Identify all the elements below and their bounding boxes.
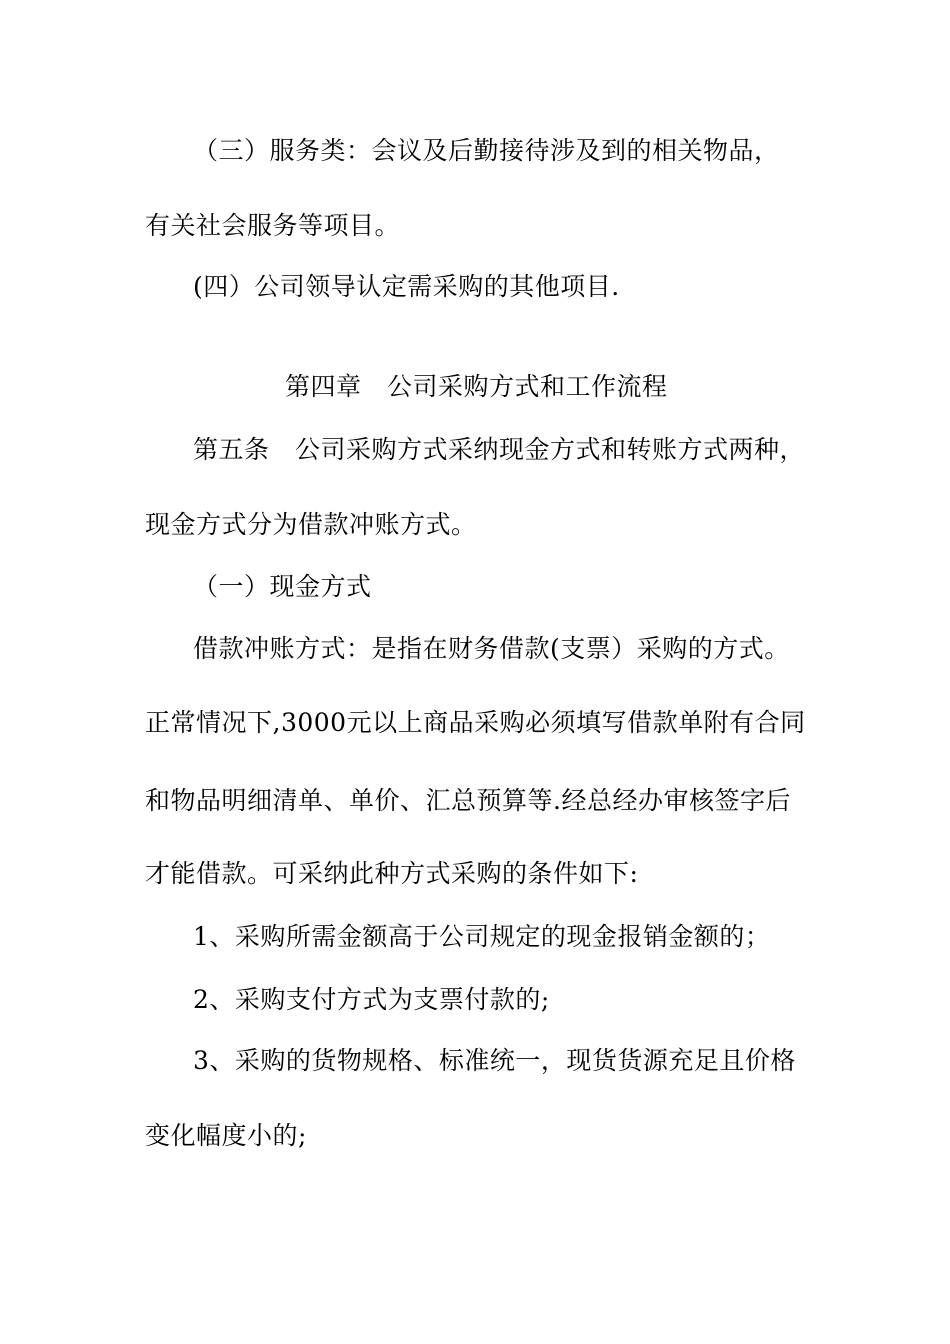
paragraph-line: (四）公司领导认定需采购的其他项目.: [193, 272, 620, 301]
paragraph-line: 现金方式分为借款冲账方式。: [145, 510, 477, 539]
paragraph-line: 变化幅度小的;: [145, 1121, 307, 1150]
paragraph-line: 和物品明细清单、单价、汇总预算等.经总经办审核签字后: [145, 786, 791, 815]
paragraph-line: 正常情况下,3000元以上商品采购必须填写借款单附有合同: [145, 708, 806, 737]
list-item: 2、采购支付方式为支票付款的;: [193, 985, 550, 1014]
list-item: 1、采购所需金额高于公司规定的现金报销金额的；: [193, 922, 771, 951]
chapter-heading: 第四章 公司采购方式和工作流程: [285, 372, 668, 401]
paragraph-line: 有关社会服务等项目。: [145, 211, 401, 240]
paragraph-line: 才能借款。可采纳此种方式采购的条件如下:: [145, 859, 639, 888]
paragraph-line: 借款冲账方式：是指在财务借款(支票）采购的方式。: [193, 634, 790, 663]
article-line: 第五条 公司采购方式采纳现金方式和转账方式两种，: [193, 435, 806, 464]
list-item: 3、采购的货物规格、标准统一，现货货源充足且价格: [193, 1046, 796, 1075]
section-heading: （一）现金方式: [193, 572, 372, 601]
paragraph-line: （三）服务类：会议及后勤接待涉及到的相关物品，: [193, 136, 780, 165]
